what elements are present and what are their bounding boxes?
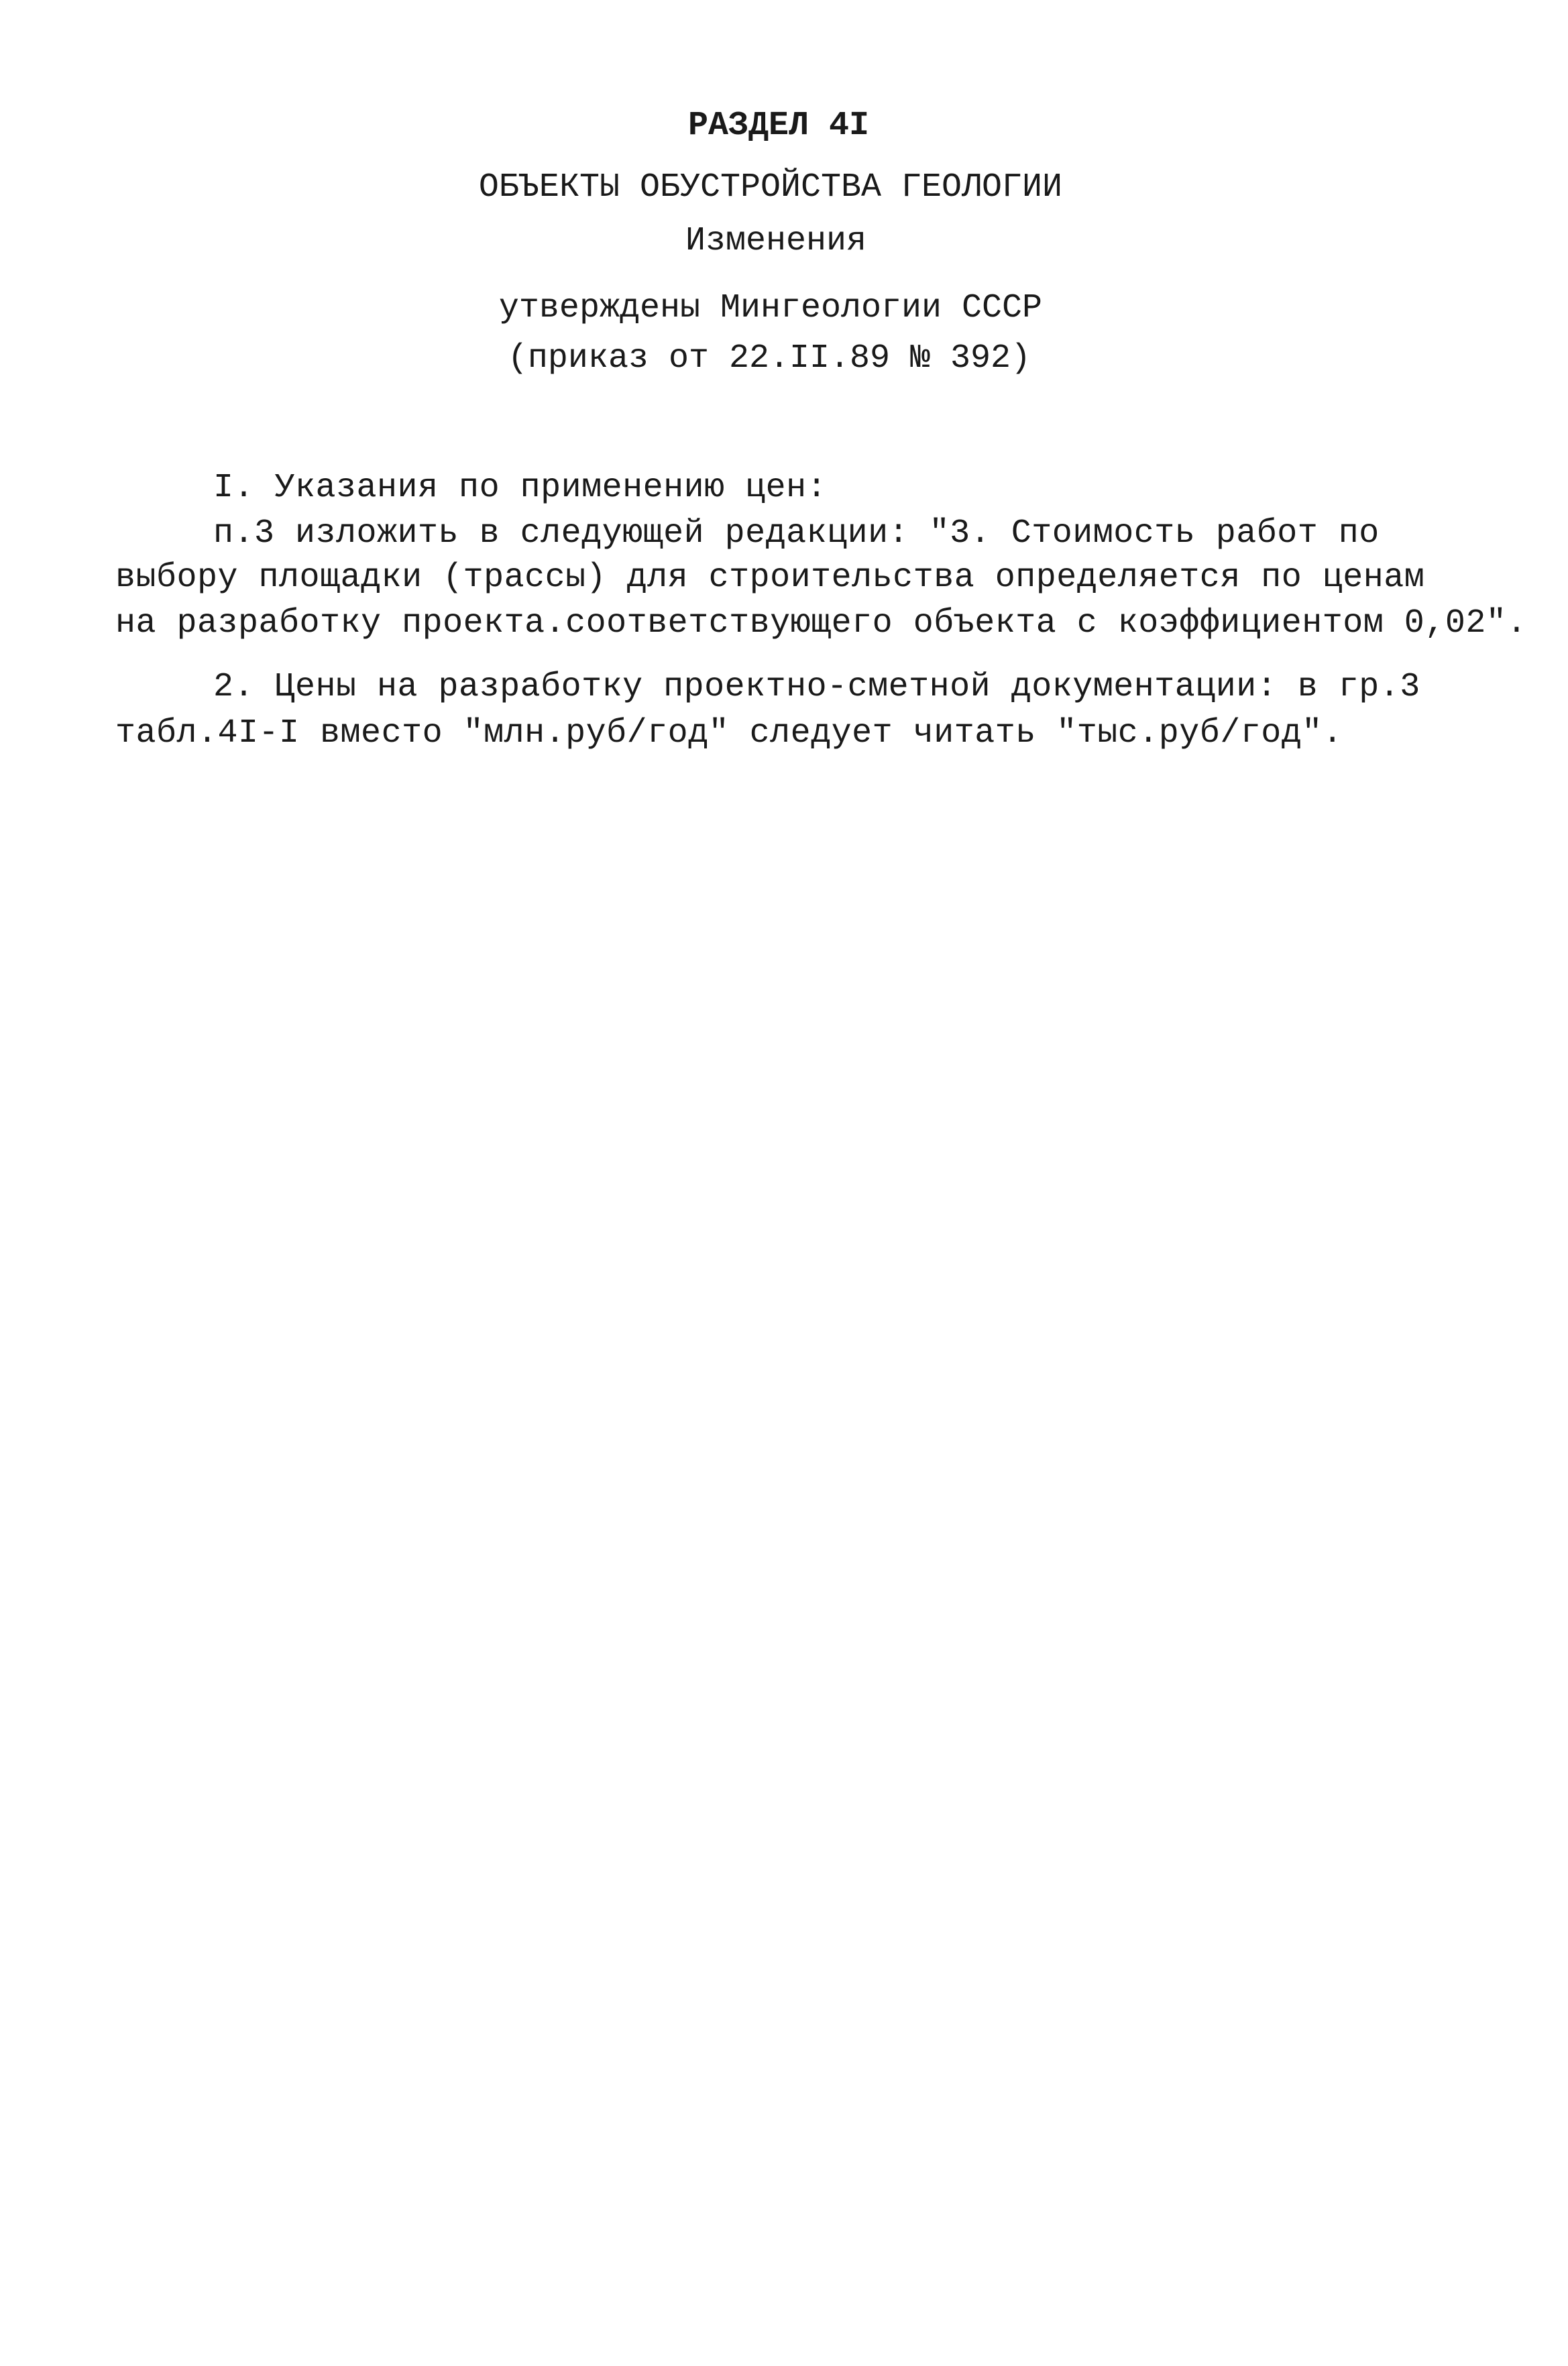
- item-2-line-1: 2. Цены на разработку проектно-сметной документации: в гр.3: [213, 668, 1420, 706]
- item-1-line-2: выбору площадки (трассы) для строительства определяется по ценам: [115, 559, 1425, 597]
- order-reference: (приказ от 22.II.89 № 392): [507, 339, 1031, 378]
- approval-line: утверждены Мингеологии СССР: [498, 289, 1043, 327]
- item-1-line-3: на разработку проекта.соответствующего объекта с коэффициентом 0,02".: [115, 604, 1527, 642]
- item-1-line-1: п.3 изложить в следующей редакции: "3. Стоимость работ по: [213, 514, 1380, 553]
- item-2-line-2: табл.4I-I вместо "млн.руб/год" следует читать "тыс.руб/год".: [115, 714, 1343, 752]
- item-1-title: I. Указания по применению цен:: [213, 469, 828, 507]
- section-title: ОБЪЕКТЫ ОБУСТРОЙСТВА ГЕОЛОГИИ: [478, 168, 1063, 207]
- section-number: РАЗДЕЛ 4I: [687, 107, 870, 145]
- changes-subtitle: Изменения: [685, 222, 867, 260]
